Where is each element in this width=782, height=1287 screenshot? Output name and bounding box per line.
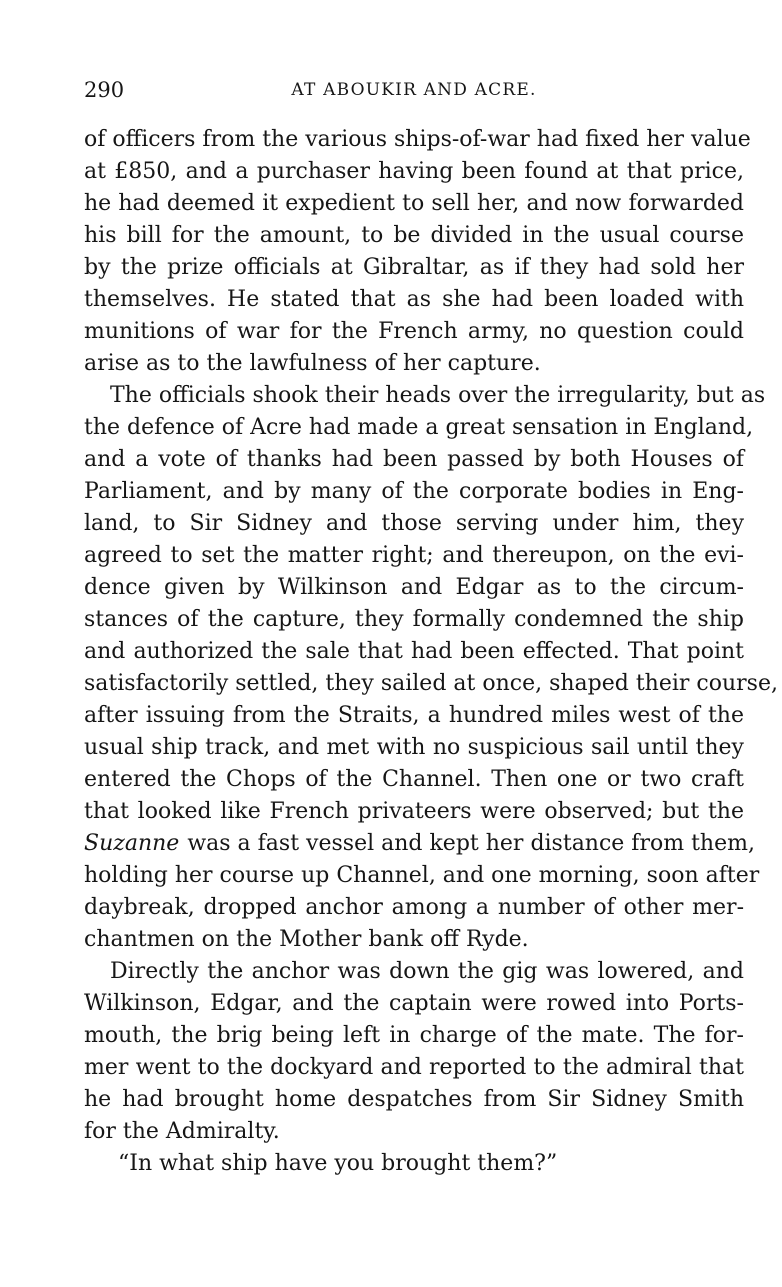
text-line-with-ship-name: [84, 828, 755, 860]
text-line: after issuing from the Straits, a hundred miles west of the: [84, 703, 744, 728]
text-line: Wilkinson, Edgar, and the captain were rowed into Ports-: [84, 991, 744, 1016]
text-line: by the prize officials at Gibraltar, as if they had sold her: [84, 255, 744, 280]
text-line: agreed to set the matter right; and thereupon, on the evi-: [84, 543, 744, 568]
text-line: munitions of war for the French army, no question could: [84, 319, 744, 344]
text-line: satisfactorily settled, they sailed at once, shaped their course,: [84, 671, 778, 696]
text-line-rest: was a fast vessel and kept her distance from them,: [187, 831, 755, 856]
text-line: for the Admiralty.: [84, 1119, 280, 1144]
text-line: arise as to the lawfulness of her capture.: [84, 351, 541, 376]
text-line: he had deemed it expedient to sell her, and now forwarded: [84, 191, 744, 216]
text-line: daybreak, dropped anchor among a number of other mer-: [84, 895, 744, 920]
paragraph-4: [84, 1148, 744, 1180]
text-line: usual ship track, and met with no suspicious sail until they: [84, 735, 744, 760]
text-line: entered the Chops of the Channel. Then one or two craft: [84, 767, 744, 792]
ship-name: Suzanne: [84, 831, 180, 856]
body-text: [84, 124, 778, 1180]
text-line: he had brought home despatches from Sir Sidney Smith: [84, 1087, 744, 1112]
text-line: mouth, the brig being left in charge of the mate. The for-: [84, 1023, 744, 1048]
running-head: AT ABOUKIR AND ACRE.: [291, 80, 537, 100]
paragraph-3: [84, 956, 744, 1148]
text-line: land, to Sir Sidney and those serving under him, they: [84, 511, 744, 536]
text-line: themselves. He stated that as she had been loaded with: [84, 287, 744, 312]
text-line: stances of the capture, they formally condemned the ship: [84, 607, 744, 632]
text-line: that looked like French privateers were observed; but the: [84, 799, 744, 824]
text-line: The officials shook their heads over the irregularity, but as: [110, 383, 766, 408]
text-line: the defence of Acre had made a great sensation in England,: [84, 415, 754, 440]
text-line: dence given by Wilkinson and Edgar as to the circum-: [84, 575, 744, 600]
paragraph-2: [84, 380, 778, 956]
text-line: and authorized the sale that had been effected. That point: [84, 639, 744, 664]
text-line: Directly the anchor was down the gig was lowered, and: [110, 959, 744, 984]
paragraph-1: [84, 124, 751, 380]
text-line: Parliament, and by many of the corporate bodies in Eng-: [84, 479, 744, 504]
text-line: and a vote of thanks had been passed by both Houses of: [84, 447, 744, 472]
text-line: his bill for the amount, to be divided in the usual course: [84, 223, 744, 248]
page-header: [84, 78, 744, 104]
text-line: at £850, and a purchaser having been found at that price,: [84, 159, 744, 184]
text-line: chantmen on the Mother bank off Ryde.: [84, 927, 529, 952]
page-number: 290: [84, 78, 125, 102]
text-line: of officers from the various ships-of-war had fixed her value: [84, 127, 751, 152]
text-line: holding her course up Channel, and one morning, soon after: [84, 863, 760, 888]
text-line: “In what ship have you brought them?”: [118, 1151, 558, 1176]
text-line: mer went to the dockyard and reported to the admiral that: [84, 1055, 744, 1080]
